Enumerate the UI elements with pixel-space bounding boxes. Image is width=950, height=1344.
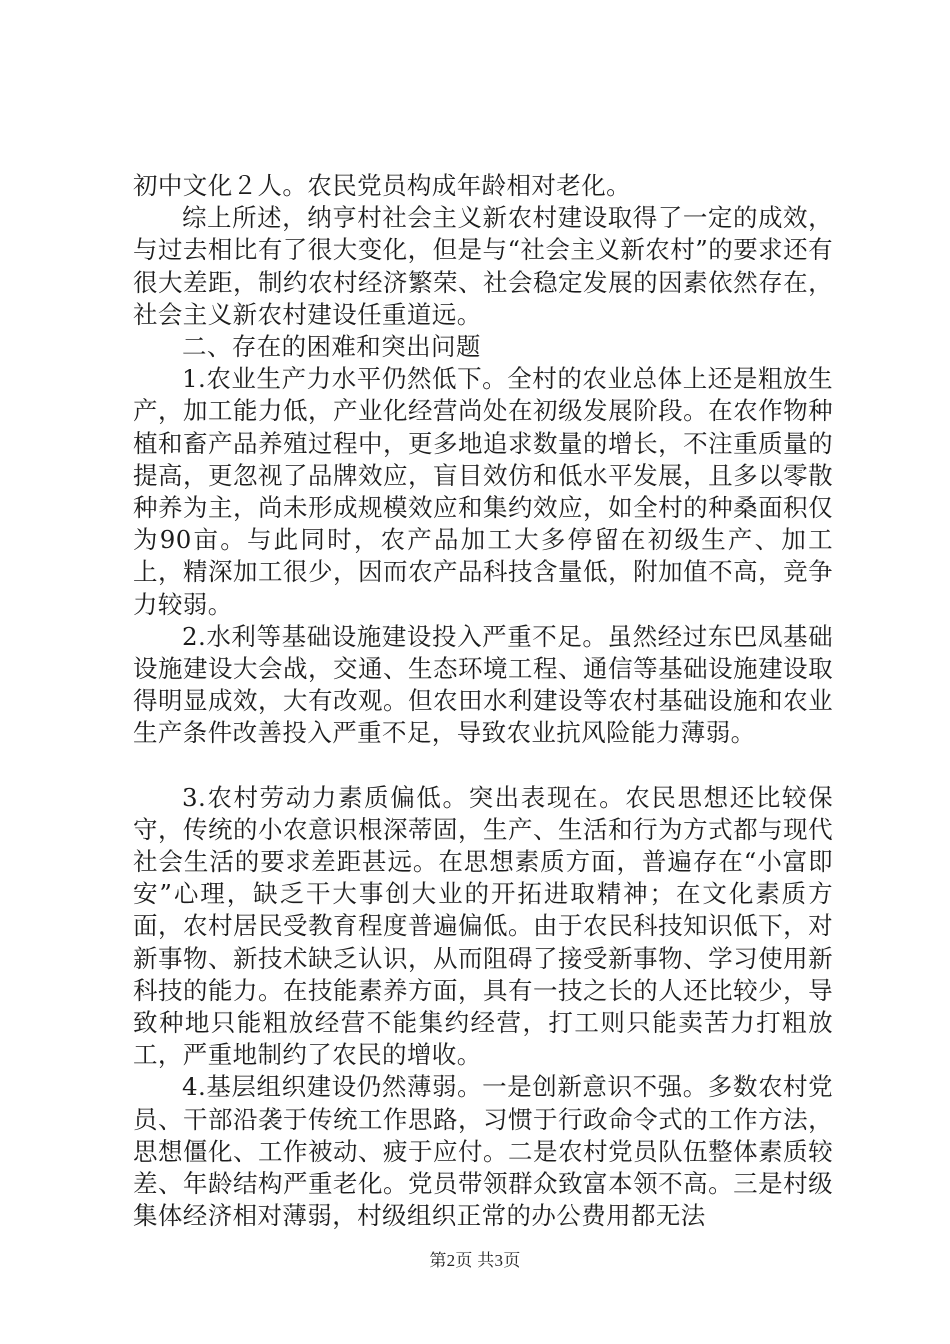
paragraph-point-4: 4.基层组织建设仍然薄弱。一是创新意识不强。多数农村党员、干部沿袭于传统工作思路，习惯于行政命令式的工作方法，思想僵化、工作被动、疲于应付。二是农村党员队伍整体素质较差、年龄结构严重老化。党员带领群众致富本领不高。三是村级集体经济相对薄弱，村级组织正常的办公费用都无法 bbox=[133, 1072, 833, 1231]
paragraph-point-2: 2.水利等基础设施建设投入严重不足。虽然经过东巴凤基础设施建设大会战，交通、生态环境工程、通信等基础设施建设取得明显成效，大有改观。但农田水利建设等农村基础设施和农业生产条件改善投入严重不足，导致农业抗风险能力薄弱。 bbox=[133, 621, 833, 748]
paragraph-point-3: 3.农村劳动力素质偏低。突出表现在。农民思想还比较保守，传统的小农意识根深蒂固，生产、生活和行为方式都与现代社会生活的要求差距甚远。在思想素质方面，普遍存在“小富即安”心理，缺乏干大事创大业的开拓进取精神；在文化素质方面，农村居民受教育程度普遍偏低。由于农民科技知识低下，对新事物、新技术缺乏认识，从而阻碍了接受新事物、学习使用新科技的能力。在技能素养方面，具有一技之长的人还比较少，导致种地只能粗放经营不能集约经营，打工则只能卖苦力打粗放工，严重地制约了农民的增收。 bbox=[133, 782, 833, 1070]
page-number-footer: 第2页 共3页 bbox=[429, 1251, 521, 1270]
section-heading: 二、存在的困难和突出问题 bbox=[182, 332, 481, 362]
paragraph-continuation: 初中文化２人。农民党员构成年龄相对老化。 bbox=[133, 171, 631, 200]
paragraph-summary: 综上所述，纳亨村社会主义新农村建设取得了一定的成效，与过去相比有了很大变化，但是与“社会主义新农村”的要求还有很大差距，制约农村经济繁荣、社会稳定发展的因素依然存在，社会主义新农村建设任重道远。 bbox=[133, 203, 833, 329]
document-body bbox=[133, 170, 833, 1233]
paragraph-point-1: 1.农业生产力水平仍然低下。全村的农业总体上还是粗放生产，加工能力低，产业化经营尚处在初级发展阶段。在农作物种植和畜产品养殖过程中，更多地追求数量的增长，不注重质量的提高，更忽视了品牌效应，盲目效仿和低水平发展，且多以零散种养为主，尚未形成规模效应和集约效应，如全村的种桑面积仅为90亩。与此同时，农产品加工大多停留在初级生产、加工上，精深加工很少，因而农产品科技含量低，附加值不高，竞争力较弱。 bbox=[133, 364, 833, 619]
